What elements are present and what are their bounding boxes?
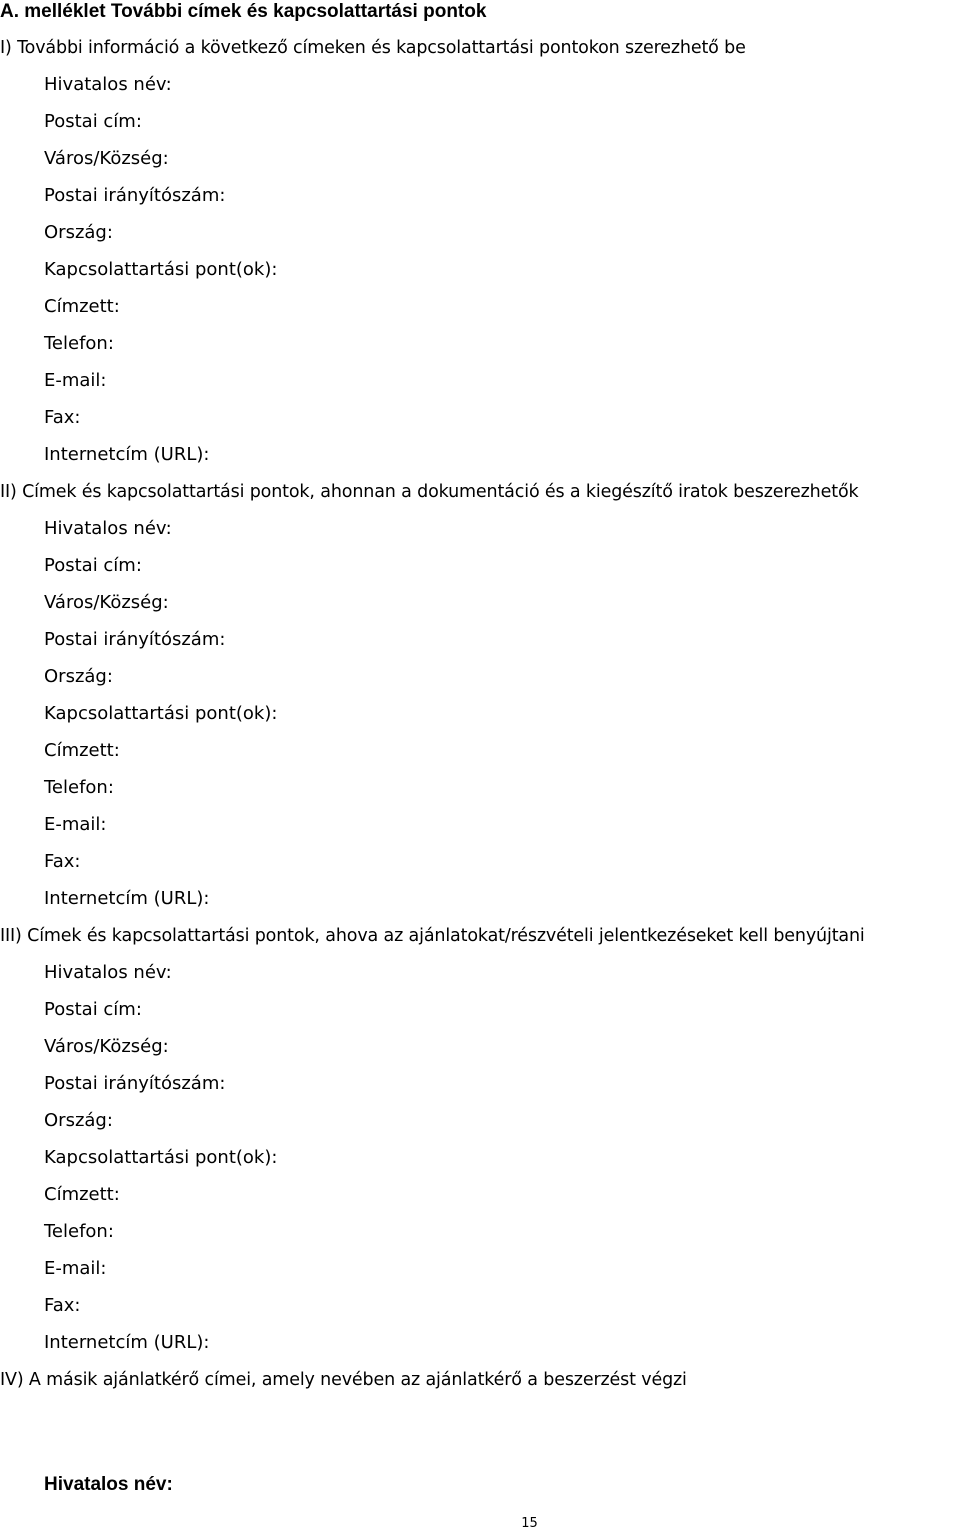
field-postal-address: Postai cím: <box>44 555 142 576</box>
field-email: E-mail: <box>44 370 107 391</box>
field-email: E-mail: <box>44 814 107 835</box>
field-official-name-bold: Hivatalos név: <box>44 1474 173 1495</box>
field-fax: Fax: <box>44 851 81 872</box>
field-official-name: Hivatalos név: <box>44 518 172 539</box>
field-postal-code: Postai irányítószám: <box>44 185 226 206</box>
page-number: 15 <box>521 1516 538 1531</box>
section-heading-4: IV) A másik ajánlatkérő címei, amely nevében az ajánlatkérő a beszerzést végzi <box>0 1370 687 1390</box>
section-heading-3: III) Címek és kapcsolattartási pontok, ahova az ajánlatokat/részvételi jelentkezéseket kell benyújtani <box>0 926 865 946</box>
field-url: Internetcím (URL): <box>44 1332 210 1353</box>
section-heading-1: I) További információ a következő címeken és kapcsolattartási pontokon szerezhető be <box>0 38 746 58</box>
field-city: Város/Község: <box>44 592 169 613</box>
field-addressee: Címzett: <box>44 296 120 317</box>
field-addressee: Címzett: <box>44 740 120 761</box>
field-country: Ország: <box>44 666 113 687</box>
field-postal-code: Postai irányítószám: <box>44 629 226 650</box>
field-postal-address: Postai cím: <box>44 999 142 1020</box>
field-email: E-mail: <box>44 1258 107 1279</box>
field-country: Ország: <box>44 222 113 243</box>
field-contact-points: Kapcsolattartási pont(ok): <box>44 703 278 724</box>
field-city: Város/Község: <box>44 148 169 169</box>
document-title: A. melléklet További címek és kapcsolattartási pontok <box>0 1 487 22</box>
field-fax: Fax: <box>44 1295 81 1316</box>
field-fax: Fax: <box>44 407 81 428</box>
field-postal-address: Postai cím: <box>44 111 142 132</box>
field-phone: Telefon: <box>44 777 114 798</box>
field-city: Város/Község: <box>44 1036 169 1057</box>
field-contact-points: Kapcsolattartási pont(ok): <box>44 1147 278 1168</box>
field-phone: Telefon: <box>44 1221 114 1242</box>
field-url: Internetcím (URL): <box>44 888 210 909</box>
field-addressee: Címzett: <box>44 1184 120 1205</box>
field-phone: Telefon: <box>44 333 114 354</box>
field-official-name: Hivatalos név: <box>44 74 172 95</box>
field-contact-points: Kapcsolattartási pont(ok): <box>44 259 278 280</box>
field-country: Ország: <box>44 1110 113 1131</box>
field-official-name: Hivatalos név: <box>44 962 172 983</box>
section-heading-2: II) Címek és kapcsolattartási pontok, ahonnan a dokumentáció és a kiegészítő iratok beszerezhetők <box>0 482 859 502</box>
field-postal-code: Postai irányítószám: <box>44 1073 226 1094</box>
field-url: Internetcím (URL): <box>44 444 210 465</box>
